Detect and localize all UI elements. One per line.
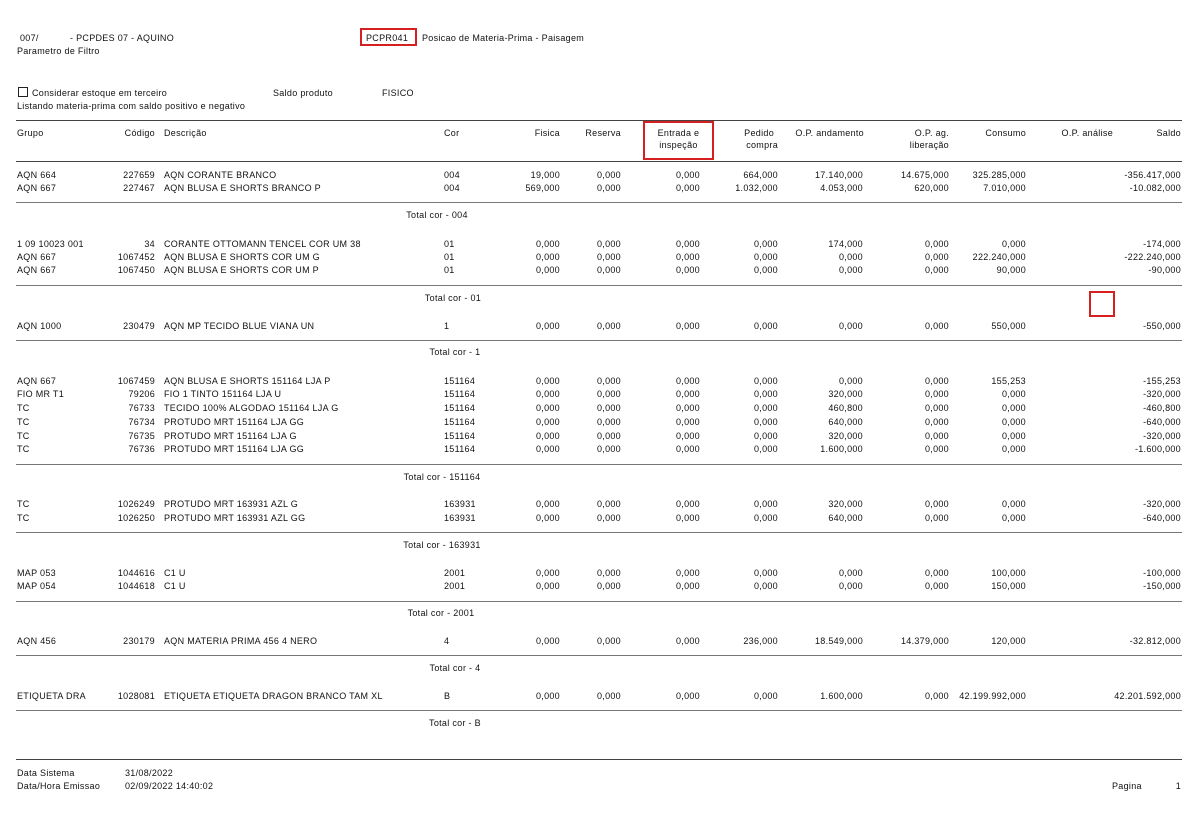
cell-reserva: 0,000 <box>596 265 621 275</box>
group-total-label: Total cor - 163931 <box>403 540 481 550</box>
cell-descricao: AQN BLUSA E SHORTS COR UM P <box>164 265 319 275</box>
third-party-stock-label: Considerar estoque em terceiro <box>32 88 168 98</box>
cell-descricao: PROTUDO MRT 163931 AZL G <box>164 499 299 509</box>
cell-descricao: C1 U <box>164 581 186 591</box>
cell-entrada: 0,000 <box>675 691 700 701</box>
cell-op-ag: 0,000 <box>924 403 949 413</box>
col-op-analise: O.P. análise <box>1061 128 1113 138</box>
cell-descricao: ETIQUETA ETIQUETA DRAGON BRANCO TAM XL <box>164 691 383 701</box>
cell-cor: 1 <box>444 321 450 331</box>
cell-fisica: 0,000 <box>535 581 560 591</box>
cell-cor: 004 <box>444 183 460 193</box>
table-row <box>0 429 1196 443</box>
cell-saldo: -320,000 <box>1143 431 1181 441</box>
cell-op-ag: 0,000 <box>924 389 949 399</box>
cell-consumo: 155,253 <box>991 376 1026 386</box>
cell-grupo: AQN 667 <box>17 183 57 193</box>
data-sistema-value: 31/08/2022 <box>125 768 174 778</box>
company-code: 007/ <box>20 33 39 43</box>
cell-codigo: 76735 <box>128 431 155 441</box>
table-row <box>0 387 1196 401</box>
cell-cor: 163931 <box>444 499 476 509</box>
table-row <box>0 497 1196 511</box>
col-pedido-line1: Pedido <box>744 128 774 138</box>
cell-op-ag: 0,000 <box>924 376 949 386</box>
cell-grupo: AQN 667 <box>17 265 57 275</box>
cell-saldo: -174,000 <box>1143 239 1181 249</box>
cell-entrada: 0,000 <box>675 265 700 275</box>
cell-cor: 2001 <box>444 581 466 591</box>
cell-consumo: 100,000 <box>991 568 1026 578</box>
cell-op-andamento: 460,800 <box>828 403 863 413</box>
cell-op-andamento: 320,000 <box>828 431 863 441</box>
program-code: PCPR041 <box>366 33 409 43</box>
cell-descricao: TECIDO 100% ALGODAO 151164 LJA G <box>164 403 339 413</box>
col-codigo: Código <box>124 128 155 138</box>
cell-op-ag: 0,000 <box>924 239 949 249</box>
cell-op-andamento: 1.600,000 <box>820 444 863 454</box>
cell-descricao: FIO 1 TINTO 151164 LJA U <box>164 389 282 399</box>
cell-op-andamento: 320,000 <box>828 389 863 399</box>
col-op-ag-line1: O.P. ag. <box>914 128 949 138</box>
cell-op-andamento: 0,000 <box>838 321 863 331</box>
cell-fisica: 0,000 <box>535 239 560 249</box>
cell-pedido: 0,000 <box>753 444 778 454</box>
cell-saldo: -150,000 <box>1143 581 1181 591</box>
cell-codigo: 1067450 <box>117 265 155 275</box>
cell-grupo: TC <box>17 444 30 454</box>
cell-reserva: 0,000 <box>596 239 621 249</box>
cell-reserva: 0,000 <box>596 431 621 441</box>
cell-entrada: 0,000 <box>675 239 700 249</box>
cell-reserva: 0,000 <box>596 403 621 413</box>
cell-descricao: AQN MATERIA PRIMA 456 4 NERO <box>164 636 318 646</box>
footer-rule <box>16 759 1182 760</box>
cell-reserva: 0,000 <box>596 417 621 427</box>
cell-pedido: 0,000 <box>753 252 778 262</box>
cell-cor: 151164 <box>444 376 476 386</box>
cell-saldo: -640,000 <box>1143 417 1181 427</box>
cell-consumo: 0,000 <box>1001 239 1026 249</box>
group-separator <box>16 464 1182 465</box>
cell-consumo: 0,000 <box>1001 513 1026 523</box>
cell-fisica: 569,000 <box>525 183 560 193</box>
cell-op-andamento: 0,000 <box>838 265 863 275</box>
cell-cor: 2001 <box>444 568 466 578</box>
cell-cor: 01 <box>444 252 455 262</box>
cell-grupo: FIO MR T1 <box>17 389 65 399</box>
emissao-value: 02/09/2022 14:40:02 <box>125 781 214 791</box>
group-total-label: Total cor - 004 <box>406 210 468 220</box>
col-reserva: Reserva <box>585 128 621 138</box>
cell-fisica: 0,000 <box>535 417 560 427</box>
cell-reserva: 0,000 <box>596 183 621 193</box>
cell-saldo: -10.082,000 <box>1129 183 1181 193</box>
cell-reserva: 0,000 <box>596 170 621 180</box>
cell-entrada: 0,000 <box>675 170 700 180</box>
cell-cor: B <box>444 691 451 701</box>
cell-reserva: 0,000 <box>596 376 621 386</box>
cell-grupo: AQN 664 <box>17 170 57 180</box>
cell-saldo: -100,000 <box>1143 568 1181 578</box>
cell-descricao: PROTUDO MRT 151164 LJA GG <box>164 444 305 454</box>
cell-pedido: 0,000 <box>753 431 778 441</box>
cell-descricao: AQN BLUSA E SHORTS COR UM G <box>164 252 320 262</box>
report-title: Posicao de Materia-Prima - Paisagem <box>422 33 585 43</box>
listing-note: Listando materia-prima com saldo positivo e negativo <box>17 101 246 111</box>
group-separator <box>16 710 1182 711</box>
cell-cor: 004 <box>444 170 460 180</box>
cell-fisica: 0,000 <box>535 636 560 646</box>
saldo-cell-highlight <box>1089 291 1115 317</box>
cell-entrada: 0,000 <box>675 183 700 193</box>
cell-grupo: AQN 667 <box>17 252 57 262</box>
cell-grupo: ETIQUETA DRA <box>17 691 86 701</box>
cell-op-andamento: 0,000 <box>838 252 863 262</box>
cell-op-ag: 0,000 <box>924 568 949 578</box>
cell-op-ag: 0,000 <box>924 321 949 331</box>
cell-reserva: 0,000 <box>596 321 621 331</box>
cell-saldo: -320,000 <box>1143 389 1181 399</box>
table-row <box>0 511 1196 525</box>
table-row <box>0 579 1196 593</box>
third-party-stock-checkbox[interactable] <box>18 87 28 97</box>
cell-pedido: 0,000 <box>753 321 778 331</box>
filter-label: Parametro de Filtro <box>17 46 100 56</box>
cell-entrada: 0,000 <box>675 403 700 413</box>
col-saldo: Saldo <box>1156 128 1181 138</box>
cell-fisica: 0,000 <box>535 431 560 441</box>
cell-consumo: 150,000 <box>991 581 1026 591</box>
cell-op-andamento: 0,000 <box>838 376 863 386</box>
cell-descricao: AQN CORANTE BRANCO <box>164 170 277 180</box>
cell-codigo: 1028081 <box>117 691 155 701</box>
col-descricao: Descrição <box>164 128 207 138</box>
cell-codigo: 230479 <box>123 321 155 331</box>
cell-codigo: 227467 <box>123 183 155 193</box>
cell-pedido: 0,000 <box>753 691 778 701</box>
cell-pedido: 0,000 <box>753 417 778 427</box>
saldo-produto-value: FISICO <box>382 88 414 98</box>
cell-descricao: CORANTE OTTOMANN TENCEL COR UM 38 <box>164 239 361 249</box>
cell-entrada: 0,000 <box>675 389 700 399</box>
cell-op-andamento: 17.140,000 <box>814 170 863 180</box>
cell-codigo: 76734 <box>128 417 155 427</box>
cell-pedido: 1.032,000 <box>735 183 778 193</box>
group-separator <box>16 532 1182 533</box>
cell-grupo: MAP 054 <box>17 581 56 591</box>
cell-pedido: 0,000 <box>753 581 778 591</box>
data-sistema-label: Data Sistema <box>17 768 75 778</box>
cell-reserva: 0,000 <box>596 513 621 523</box>
table-row <box>0 181 1196 195</box>
cell-op-andamento: 1.600,000 <box>820 691 863 701</box>
cell-grupo: TC <box>17 417 30 427</box>
cell-op-andamento: 174,000 <box>828 239 863 249</box>
cell-op-ag: 0,000 <box>924 513 949 523</box>
cell-pedido: 0,000 <box>753 568 778 578</box>
cell-codigo: 227659 <box>123 170 155 180</box>
cell-saldo: -155,253 <box>1143 376 1181 386</box>
cell-consumo: 0,000 <box>1001 444 1026 454</box>
table-row <box>0 237 1196 251</box>
cell-saldo: -550,000 <box>1143 321 1181 331</box>
cell-consumo: 222.240,000 <box>972 252 1026 262</box>
table-row <box>0 168 1196 182</box>
cell-fisica: 0,000 <box>535 403 560 413</box>
cell-grupo: TC <box>17 513 30 523</box>
cell-op-ag: 620,000 <box>914 183 949 193</box>
cell-pedido: 0,000 <box>753 265 778 275</box>
cell-op-ag: 0,000 <box>924 499 949 509</box>
cell-grupo: MAP 053 <box>17 568 56 578</box>
cell-consumo: 0,000 <box>1001 417 1026 427</box>
cell-reserva: 0,000 <box>596 389 621 399</box>
cell-descricao: PROTUDO MRT 151164 LJA GG <box>164 417 305 427</box>
cell-reserva: 0,000 <box>596 444 621 454</box>
table-row <box>0 374 1196 388</box>
cell-consumo: 0,000 <box>1001 499 1026 509</box>
cell-fisica: 0,000 <box>535 252 560 262</box>
group-separator <box>16 285 1182 286</box>
group-total-label: Total cor - 2001 <box>407 608 475 618</box>
cell-entrada: 0,000 <box>675 444 700 454</box>
col-fisica: Fisica <box>534 128 560 138</box>
cell-op-andamento: 0,000 <box>838 581 863 591</box>
table-row <box>0 442 1196 456</box>
cell-codigo: 1067459 <box>117 376 155 386</box>
cell-entrada: 0,000 <box>675 513 700 523</box>
pagina-label: Pagina <box>1112 781 1142 791</box>
cell-fisica: 0,000 <box>535 389 560 399</box>
cell-grupo: AQN 667 <box>17 376 57 386</box>
col-entrada-line2: inspeção <box>659 140 698 150</box>
cell-codigo: 76733 <box>128 403 155 413</box>
cell-saldo: -356.417,000 <box>1124 170 1181 180</box>
cell-fisica: 0,000 <box>535 376 560 386</box>
cell-reserva: 0,000 <box>596 581 621 591</box>
cell-descricao: PROTUDO MRT 151164 LJA G <box>164 431 297 441</box>
cell-codigo: 1044616 <box>117 568 155 578</box>
cell-entrada: 0,000 <box>675 376 700 386</box>
group-separator <box>16 601 1182 602</box>
cell-cor: 151164 <box>444 431 476 441</box>
cell-pedido: 664,000 <box>743 170 778 180</box>
group-separator <box>16 202 1182 203</box>
cell-pedido: 0,000 <box>753 376 778 386</box>
group-total-label: Total cor - B <box>429 718 481 728</box>
cell-fisica: 0,000 <box>535 444 560 454</box>
cell-codigo: 34 <box>144 239 155 249</box>
cell-pedido: 0,000 <box>753 513 778 523</box>
cell-pedido: 0,000 <box>753 499 778 509</box>
saldo-produto-label: Saldo produto <box>273 88 333 98</box>
cell-entrada: 0,000 <box>675 581 700 591</box>
cell-entrada: 0,000 <box>675 252 700 262</box>
cell-cor: 151164 <box>444 417 476 427</box>
cell-saldo: -1.600,000 <box>1134 444 1181 454</box>
cell-saldo: -320,000 <box>1143 499 1181 509</box>
cell-saldo: -32.812,000 <box>1129 636 1181 646</box>
table-row <box>0 566 1196 580</box>
cell-consumo: 90,000 <box>996 265 1026 275</box>
cell-cor: 01 <box>444 239 455 249</box>
cell-op-andamento: 320,000 <box>828 499 863 509</box>
cell-op-andamento: 0,000 <box>838 568 863 578</box>
cell-op-ag: 14.675,000 <box>900 170 949 180</box>
cell-fisica: 0,000 <box>535 513 560 523</box>
cell-op-ag: 0,000 <box>924 691 949 701</box>
col-entrada-line1: Entrada e <box>657 128 700 138</box>
table-row <box>0 689 1196 703</box>
cell-pedido: 0,000 <box>753 403 778 413</box>
col-op-ag-line2: liberação <box>909 140 949 150</box>
cell-grupo: AQN 456 <box>17 636 57 646</box>
cell-reserva: 0,000 <box>596 499 621 509</box>
cell-pedido: 0,000 <box>753 239 778 249</box>
table-row <box>0 634 1196 648</box>
header-bottom-rule <box>16 161 1182 162</box>
cell-op-andamento: 640,000 <box>828 513 863 523</box>
cell-fisica: 0,000 <box>535 568 560 578</box>
cell-op-ag: 0,000 <box>924 431 949 441</box>
cell-entrada: 0,000 <box>675 417 700 427</box>
cell-op-ag: 0,000 <box>924 265 949 275</box>
cell-consumo: 0,000 <box>1001 389 1026 399</box>
cell-descricao: C1 U <box>164 568 186 578</box>
cell-op-ag: 0,000 <box>924 581 949 591</box>
cell-saldo: -460,800 <box>1143 403 1181 413</box>
cell-fisica: 0,000 <box>535 499 560 509</box>
cell-op-andamento: 4.053,000 <box>820 183 863 193</box>
header-top-rule <box>16 120 1182 121</box>
cell-entrada: 0,000 <box>675 431 700 441</box>
cell-fisica: 0,000 <box>535 321 560 331</box>
cell-codigo: 1067452 <box>117 252 155 262</box>
emissao-label: Data/Hora Emissao <box>17 781 101 791</box>
cell-consumo: 0,000 <box>1001 403 1026 413</box>
cell-saldo: 42.201.592,000 <box>1114 691 1181 701</box>
cell-codigo: 1026250 <box>117 513 155 523</box>
table-row <box>0 250 1196 264</box>
company-name: - PCPDES 07 - AQUINO <box>70 33 175 43</box>
cell-op-ag: 0,000 <box>924 444 949 454</box>
cell-saldo: -222.240,000 <box>1124 252 1181 262</box>
cell-op-ag: 0,000 <box>924 417 949 427</box>
cell-codigo: 1026249 <box>117 499 155 509</box>
cell-grupo: TC <box>17 403 30 413</box>
cell-saldo: -90,000 <box>1148 265 1181 275</box>
cell-reserva: 0,000 <box>596 691 621 701</box>
group-total-label: Total cor - 151164 <box>403 472 481 482</box>
cell-op-ag: 14.379,000 <box>900 636 949 646</box>
table-row <box>0 263 1196 277</box>
cell-grupo: TC <box>17 431 30 441</box>
cell-saldo: -640,000 <box>1143 513 1181 523</box>
group-separator <box>16 655 1182 656</box>
cell-descricao: PROTUDO MRT 163931 AZL GG <box>164 513 306 523</box>
cell-codigo: 76736 <box>128 444 155 454</box>
group-total-label: Total cor - 4 <box>429 663 481 673</box>
col-cor: Cor <box>444 128 460 138</box>
cell-reserva: 0,000 <box>596 568 621 578</box>
cell-descricao: AQN BLUSA E SHORTS BRANCO P <box>164 183 321 193</box>
cell-descricao: AQN BLUSA E SHORTS 151164 LJA P <box>164 376 331 386</box>
cell-fisica: 0,000 <box>535 265 560 275</box>
cell-grupo: 1 09 10023 001 <box>17 239 84 249</box>
cell-entrada: 0,000 <box>675 568 700 578</box>
cell-reserva: 0,000 <box>596 636 621 646</box>
table-row <box>0 401 1196 415</box>
cell-cor: 151164 <box>444 444 476 454</box>
cell-consumo: 0,000 <box>1001 431 1026 441</box>
cell-cor: 01 <box>444 265 455 275</box>
cell-cor: 163931 <box>444 513 476 523</box>
cell-consumo: 325.285,000 <box>972 170 1026 180</box>
col-grupo: Grupo <box>17 128 44 138</box>
pagina-value: 1 <box>1175 781 1181 791</box>
cell-codigo: 79206 <box>128 389 155 399</box>
cell-entrada: 0,000 <box>675 636 700 646</box>
cell-codigo: 230179 <box>123 636 155 646</box>
cell-op-andamento: 640,000 <box>828 417 863 427</box>
col-op-andamento: O.P. andamento <box>795 128 864 138</box>
table-row <box>0 319 1196 333</box>
col-pedido-line2: compra <box>746 140 778 150</box>
cell-fisica: 0,000 <box>535 691 560 701</box>
cell-consumo: 7.010,000 <box>983 183 1026 193</box>
cell-codigo: 1044618 <box>117 581 155 591</box>
cell-consumo: 42.199.992,000 <box>959 691 1026 701</box>
cell-fisica: 19,000 <box>530 170 560 180</box>
group-total-label: Total cor - 01 <box>424 293 482 303</box>
cell-cor: 151164 <box>444 389 476 399</box>
table-row <box>0 415 1196 429</box>
group-total-label: Total cor - 1 <box>429 347 481 357</box>
cell-consumo: 120,000 <box>991 636 1026 646</box>
cell-op-ag: 0,000 <box>924 252 949 262</box>
cell-grupo: AQN 1000 <box>17 321 62 331</box>
cell-entrada: 0,000 <box>675 499 700 509</box>
cell-entrada: 0,000 <box>675 321 700 331</box>
cell-cor: 4 <box>444 636 450 646</box>
cell-reserva: 0,000 <box>596 252 621 262</box>
col-consumo: Consumo <box>985 128 1026 138</box>
cell-pedido: 236,000 <box>743 636 778 646</box>
group-separator <box>16 340 1182 341</box>
cell-op-andamento: 18.549,000 <box>814 636 863 646</box>
cell-cor: 151164 <box>444 403 476 413</box>
cell-descricao: AQN MP TECIDO BLUE VIANA UN <box>164 321 315 331</box>
cell-grupo: TC <box>17 499 30 509</box>
cell-pedido: 0,000 <box>753 389 778 399</box>
cell-consumo: 550,000 <box>991 321 1026 331</box>
